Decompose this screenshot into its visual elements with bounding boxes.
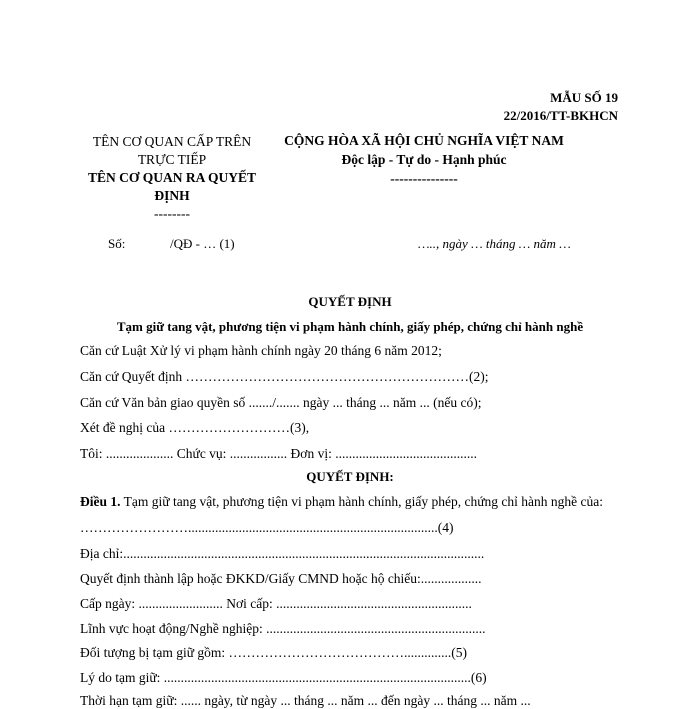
document-title: QUYẾT ĐỊNH (308, 294, 392, 309)
article-1-text: Tạm giữ tang vật, phương tiện vi phạm hành chính, giấy phép, chứng chỉ hành nghề của: (120, 494, 603, 509)
occupation-field: Lĩnh vực hoạt động/Nghề nghiệp: ................................................................. (80, 621, 486, 636)
legal-ground: Căn cứ Quyết định ………………………………………………………(2); (80, 369, 489, 384)
official-info: Tôi: .................... Chức vụ: ................. Đơn vị: .......................................... (80, 446, 477, 461)
issuing-agency: TÊN CƠ QUAN RA QUYẾT ĐỊNH (87, 170, 257, 203)
circular-reference: 22/2016/TT-BKHCN (503, 108, 618, 123)
place-date: ….., ngày … tháng … năm … (418, 236, 571, 251)
id-document-field: Quyết định thành lập hoặc ĐKKD/Giấy CMND hoặc hộ chiếu:.................. (80, 571, 482, 586)
document-subtitle: Tạm giữ tang vật, phương tiện vi phạm hành chính, giấy phép, chứng chỉ hành nghề (116, 319, 584, 334)
issue-date-place-field: Cấp ngày: ......................... Nơi cấp: .......................................................... (80, 596, 472, 611)
seizure-period-field: Thời hạn tạm giữ: ...... ngày, từ ngày ... tháng ... năm ... đến ngày ... tháng ... năm ... (80, 693, 531, 708)
decision-heading: QUYẾT ĐỊNH: (306, 469, 394, 484)
superior-agency: TÊN CƠ QUAN CẤP TRÊN TRỰC TIẾP (92, 134, 252, 167)
form-number: MẪU SỐ 19 (550, 90, 618, 105)
national-header (280, 131, 568, 188)
legal-ground: Căn cứ Văn bản giao quyền số ......./....... ngày ... tháng ... năm ... (nếu có); (80, 395, 482, 410)
motto-separator: --------------- (390, 171, 458, 186)
legal-ground: Căn cứ Luật Xử lý vi phạm hành chính ngày 20 tháng 6 năm 2012; (80, 343, 442, 358)
violator-name-field: ……………………..........................................................................(4) (80, 520, 454, 535)
national-motto: Độc lập - Tự do - Hạnh phúc (341, 152, 507, 167)
decision-number: /QĐ - … (1) (170, 236, 235, 251)
country-name: CỘNG HÒA XÃ HỘI CHỦ NGHĨA VIỆT NAM (284, 133, 564, 148)
seizure-reason-field: Lý do tạm giữ: ...........................................................................................(6) (80, 670, 487, 685)
agency-header (78, 133, 266, 223)
agency-separator: -------- (154, 206, 190, 221)
article-1 (80, 494, 603, 510)
number-label: Số: (108, 236, 126, 251)
article-1-label: Điều 1. (80, 494, 121, 509)
legal-ground: Xét đề nghị của ………………………(3), (80, 420, 310, 435)
seized-items-field: Đối tượng bị tạm giữ gồm: …………………………………..............(5) (80, 645, 468, 660)
address-field: Địa chỉ:........................................................................................................... (80, 546, 485, 561)
